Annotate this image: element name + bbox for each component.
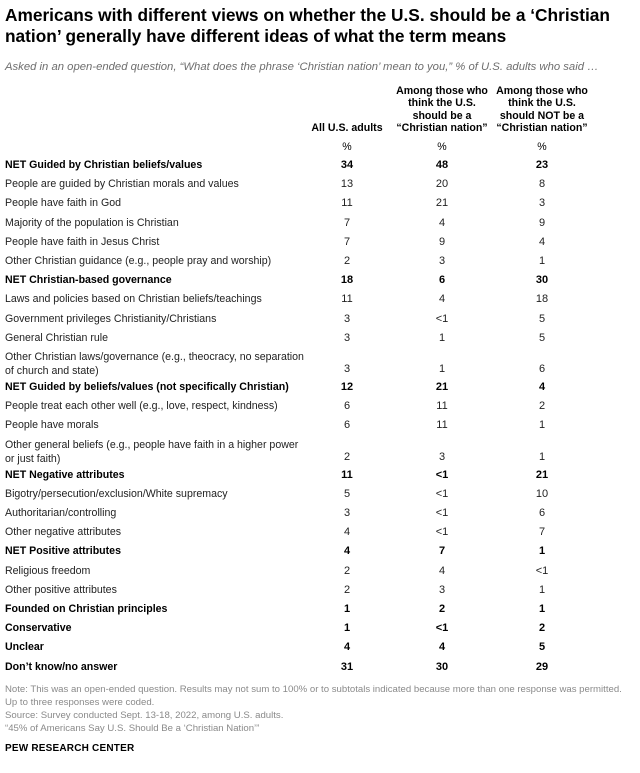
table-row <box>0 397 640 416</box>
row-value-col-3: 4 <box>538 381 546 393</box>
table-row <box>0 600 640 619</box>
row-value-col-3: 1 <box>538 255 546 267</box>
row-value-col-3: 1 <box>538 419 546 432</box>
table-row <box>0 466 640 485</box>
table-row <box>0 233 640 252</box>
row-value-col-3: 10 <box>535 487 549 500</box>
table-row <box>0 485 640 504</box>
row-value-col-2: 4 <box>438 293 446 306</box>
row-value-col-2: 4 <box>438 564 446 577</box>
row-value-col-1: 3 <box>343 331 351 344</box>
row-value-col-3: 7 <box>538 526 546 539</box>
row-value-col-3: 2 <box>538 400 546 413</box>
table-row <box>0 252 640 271</box>
row-value-col-2: <1 <box>435 312 449 325</box>
row-value-col-3: 18 <box>535 293 549 306</box>
row-label: NET Guided by Christian beliefs/values <box>5 159 203 171</box>
row-value-col-2: <1 <box>435 487 449 500</box>
row-label: People have faith in Jesus Christ <box>5 235 160 248</box>
table-row <box>0 156 640 175</box>
row-label: Other general beliefs (e.g., people have faith in a higher power or just faith) <box>5 438 299 465</box>
table-row <box>0 310 640 329</box>
row-value-col-1: 4 <box>343 545 351 558</box>
row-label: Conservative <box>5 622 72 635</box>
row-label: Religious freedom <box>5 564 91 577</box>
row-value-col-2: 1 <box>438 363 446 375</box>
row-value-col-3: 2 <box>538 622 546 635</box>
row-value-col-2: 3 <box>438 255 446 267</box>
row-value-col-3: 21 <box>535 468 549 481</box>
table-row <box>0 581 640 600</box>
table-row <box>0 658 640 677</box>
row-value-col-1: 2 <box>343 450 351 463</box>
row-label: NET Positive attributes <box>5 545 121 558</box>
row-value-col-2: 2 <box>438 603 446 615</box>
footnote: Note: This was an open-ended question. Results may not sum to 100% or to subtotals indicated because more than one response was permitted. Up to three responses were coded. <box>5 684 622 708</box>
row-value-col-1: 1 <box>343 622 351 635</box>
table-row <box>0 416 640 435</box>
row-value-col-3: 3 <box>538 197 546 210</box>
row-value-col-1: 2 <box>343 564 351 577</box>
row-value-col-1: 13 <box>340 178 354 191</box>
row-value-col-2: 9 <box>438 235 446 248</box>
table-row <box>0 329 640 348</box>
chart-subtitle: Asked in an open-ended question, “What does the phrase ‘Christian nation’ mean to you,” % of U.S. adults who said … <box>5 61 599 73</box>
row-value-col-1: 5 <box>343 487 351 500</box>
row-value-col-3: 6 <box>538 363 546 375</box>
row-value-col-2: 30 <box>435 660 449 673</box>
row-value-col-2: 3 <box>438 450 446 463</box>
row-value-col-1: 6 <box>343 400 351 413</box>
column-unit-2: % <box>437 141 447 153</box>
row-value-col-1: 2 <box>343 583 351 596</box>
table-row <box>0 542 640 561</box>
row-value-col-2: 4 <box>438 641 446 654</box>
row-label: Bigotry/persecution/exclusion/White supremacy <box>5 487 228 500</box>
row-value-col-1: 3 <box>343 363 351 375</box>
row-value-col-3: 5 <box>538 641 546 654</box>
row-value-col-1: 3 <box>343 507 351 519</box>
row-value-col-1: 11 <box>341 293 353 306</box>
table-row <box>0 175 640 194</box>
row-label: Other Christian guidance (e.g., people pray and worship) <box>5 255 272 267</box>
row-value-col-2: 3 <box>438 583 446 596</box>
row-value-col-3: <1 <box>535 564 549 577</box>
row-value-col-2: 11 <box>436 400 448 413</box>
row-label: Government privileges Christianity/Christians <box>5 312 217 325</box>
row-label: General Christian rule <box>5 331 109 344</box>
column-unit-3: % <box>537 141 547 153</box>
row-label: Other Christian laws/governance (e.g., theocracy, no separation of church and state) <box>5 351 304 377</box>
row-value-col-1: 4 <box>343 526 351 539</box>
row-value-col-2: 11 <box>436 419 448 432</box>
row-label: Other negative attributes <box>5 526 122 539</box>
row-value-col-1: 34 <box>340 159 354 171</box>
row-value-col-2: 7 <box>438 545 446 558</box>
column-unit-1: % <box>342 141 352 153</box>
row-value-col-3: 9 <box>538 216 546 229</box>
table-row <box>0 436 640 466</box>
row-value-col-2: <1 <box>435 622 449 635</box>
table-row <box>0 378 640 397</box>
row-value-col-2: 21 <box>435 197 449 210</box>
row-value-col-3: 4 <box>538 235 546 248</box>
row-label: Don’t know/no answer <box>5 660 118 673</box>
row-value-col-2: 21 <box>435 381 449 393</box>
row-value-col-1: 3 <box>343 312 351 325</box>
row-value-col-3: 29 <box>535 660 549 673</box>
row-value-col-1: 4 <box>343 641 351 654</box>
row-label: NET Negative attributes <box>5 468 125 481</box>
row-value-col-3: 1 <box>538 545 546 558</box>
brand-logo-text: PEW RESEARCH CENTER <box>5 743 135 754</box>
table-row <box>0 271 640 290</box>
row-label: NET Guided by beliefs/values (not specifically Christian) <box>5 381 289 393</box>
row-value-col-3: 1 <box>538 603 546 615</box>
table-row <box>0 214 640 233</box>
row-value-col-1: 11 <box>341 468 353 481</box>
row-label: People have faith in God <box>5 197 122 210</box>
row-label: NET Christian-based governance <box>5 274 172 287</box>
row-value-col-3: 1 <box>538 450 546 463</box>
column-header-3: Among those who think the U.S. should NOT be a “Christian nation” <box>496 85 588 134</box>
row-value-col-3: 30 <box>535 274 549 287</box>
table-row <box>0 348 640 378</box>
row-value-col-1: 12 <box>340 381 354 393</box>
row-value-col-3: 8 <box>538 178 546 191</box>
table-row <box>0 638 640 657</box>
report-title: “45% of Americans Say U.S. Should Be a ‘Christian Nation’” <box>5 723 260 734</box>
row-value-col-2: 1 <box>438 331 446 344</box>
table-row <box>0 290 640 309</box>
row-value-col-2: 20 <box>435 178 449 191</box>
source-note: Source: Survey conducted Sept. 13-18, 2022, among U.S. adults. <box>5 710 284 721</box>
row-label: Other positive attributes <box>5 583 117 596</box>
row-value-col-1: 2 <box>343 255 351 267</box>
row-value-col-3: 6 <box>538 507 546 519</box>
column-header-1: All U.S. adults <box>311 121 383 134</box>
row-value-col-1: 7 <box>343 235 351 248</box>
row-value-col-1: 7 <box>343 216 351 229</box>
chart-title: Americans with different views on whether the U.S. should be a ‘Christian nation’ generally have different ideas of what the term means <box>5 5 610 46</box>
row-label: Authoritarian/controlling <box>5 507 117 519</box>
row-value-col-3: 23 <box>535 159 549 171</box>
row-value-col-2: <1 <box>435 507 449 519</box>
row-label: Unclear <box>5 641 44 654</box>
column-header-2: Among those who think the U.S. should be a “Christian nation” <box>396 85 488 134</box>
row-value-col-1: 1 <box>343 603 351 615</box>
row-value-col-1: 6 <box>343 419 351 432</box>
table-row <box>0 562 640 581</box>
row-value-col-2: 48 <box>435 159 449 171</box>
table-row <box>0 194 640 213</box>
row-label: Laws and policies based on Christian beliefs/teachings <box>5 293 262 306</box>
row-label: Founded on Christian principles <box>5 603 168 615</box>
table-row <box>0 523 640 542</box>
row-value-col-3: 1 <box>538 583 546 596</box>
row-value-col-2: 6 <box>438 274 446 287</box>
row-value-col-3: 5 <box>538 331 546 344</box>
table-row <box>0 504 640 523</box>
row-label: Majority of the population is Christian <box>5 216 179 229</box>
row-value-col-2: <1 <box>435 526 449 539</box>
row-value-col-3: 5 <box>538 312 546 325</box>
table-row <box>0 619 640 638</box>
row-label: People have morals <box>5 419 99 432</box>
row-value-col-2: 4 <box>438 216 446 229</box>
row-value-col-1: 11 <box>341 197 353 210</box>
row-value-col-2: <1 <box>435 468 449 481</box>
row-value-col-1: 18 <box>340 274 354 287</box>
row-value-col-1: 31 <box>340 660 354 673</box>
row-label: People treat each other well (e.g., love, respect, kindness) <box>5 400 278 413</box>
row-label: People are guided by Christian morals and values <box>5 178 239 191</box>
